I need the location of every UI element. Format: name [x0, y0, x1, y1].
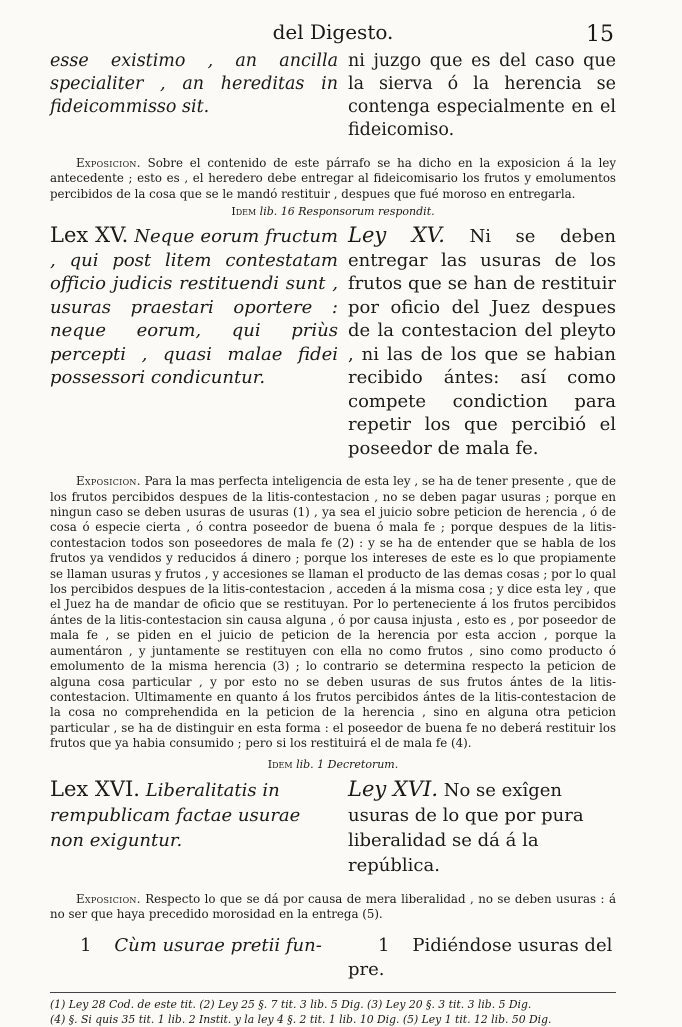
law-text-spanish: No se exîgen usuras de lo que por pura liberalidad se dá á la república.: [348, 779, 584, 876]
law-label-spanish: Ley XV.: [348, 223, 445, 248]
exposition-lead: Exposicion.: [76, 891, 141, 906]
page-number: 15: [586, 22, 614, 47]
continuation-block: [50, 50, 616, 142]
law-text-spanish: Ni se deben entregar las usuras de los frutos que se han de restituir por oficio del Juez despues de la contestacion del pleyto , ni las de los que se habian recibido ántes: así como compete condiction para repetir los que percibió el poseedor de mala fe.: [348, 226, 616, 459]
law-text-latin: Neque eorum fructum , qui post litem contestatam officio judicis restituendi sunt , usuras praestari oportere : neque eorum, qui priùs percepti , quasi malae fidei possessori condicuntur.: [50, 226, 338, 389]
citation-work: Responsorum respondit.: [298, 205, 435, 219]
page: [50, 20, 616, 1027]
exposition-lead: Exposicion.: [76, 156, 141, 170]
law-16: [50, 777, 616, 878]
law-label-spanish: Ley XVI.: [348, 776, 438, 801]
exposition-1: [50, 156, 616, 202]
citation-work: Decretorum.: [327, 757, 399, 771]
running-header: [50, 20, 616, 50]
law-label-latin: Lex XV.: [50, 223, 129, 248]
paragraph-number: 1: [80, 935, 92, 957]
spanish-law-15: [348, 224, 616, 460]
spanish-paragraph-1: [348, 934, 616, 982]
footnote-line: (1) Ley 28 Cod. de este tit. (2) Ley 25 §. 7 tit. 3 lib. 5 Dig. (3) Ley 20 §. 3 tit. 3 lib. 5 Dig.: [50, 998, 532, 1012]
latin-law-15: [50, 224, 338, 460]
footnote-line: (4) §. Si quis 35 tit. 1 lib. 2 Instit. y la ley 4 §. 2 tit. 1 lib. 10 Dig. (5) Ley 1 tit. 12 lib. 50 Dig.: [50, 1013, 552, 1027]
paragraph-number: 1: [378, 935, 390, 957]
law-15: [50, 224, 616, 460]
law-label-latin: Lex XVI.: [50, 776, 140, 801]
source-citation-1: [50, 205, 616, 218]
footnotes: [50, 997, 616, 1027]
spanish-law-16: [348, 777, 616, 878]
footnote-divider: [50, 992, 616, 993]
law-text-latin: Liberalitatis in rempublicam factae usurae non exiguntur.: [50, 779, 301, 851]
spanish-column: ni juzgo que es del caso que la sierva ó la herencia se contenga especialmente en el fideicomiso.: [348, 51, 616, 140]
citation-book: lib. 16: [259, 205, 295, 219]
citation-book: lib. 1: [296, 757, 325, 771]
exposition-lead: Exposicion.: [76, 474, 141, 489]
exposition-2: [50, 474, 616, 751]
exposition-text: Para la mas perfecta inteligencia de esta ley , se ha de tener presente , que de los frutos percibidos despues de la litis-contestacion , no se deben pagar usuras ; porque en ningun caso se deben usuras de usuras (1) , ya sea el juicio sobre peticion de herencia , ó de cosa ó especie cierta , ó contra poseedor de buena ó mala fe ; porque despues de la litis-contestacion todos son poseedores de mala fe (2) : y se ha de entender que se habla de los frutos ya vendidos y reducidos á dinero ; porque los intereses de este es lo que propiamente se llaman usuras y frutos , y accesiones se llaman el producto de las demas cosas ; por lo qual los percibidos despues de la litis-contestacion , acceden á la misma cosa ; y dice esta ley , que el Juez ha de mandar de oficio que se restituyan. Por lo perteneciente á los frutos percibidos ántes de la litis-contestacion sin causa alguna , ó por causa injusta , esto es , por poseedor de mala fe , se piden en el juicio de peticion de la herencia por esta accion , porque la aumentáron , y juntamente se restituyen con ella no como frutos , sino como producto ó emolumento de la misma herencia (3) ; lo contrario se determina respecto la peticion de alguna cosa particular , y por esto no se deben usuras de sus frutos ántes de la litis-contestacion. Ultimamente en quanto á los frutos percibidos ántes de la litis-contestacion de la cosa no comprehendida en la peticion de la herencia , sino en alguna otra peticion particular , se ha de distinguir en esta forma : el poseedor de buena fe no deberá restituir los frutos que ya habia consumido ; pero si los restituirá el de mala fe (4).: [50, 474, 616, 751]
exposition-text: Respecto lo que se dá por causa de mera liberalidad , no se deben usuras : á no ser que haya precedido morosidad en la entrega (5).: [50, 891, 616, 921]
latin-paragraph-1: [50, 934, 338, 982]
paragraph-text-spanish: Pidiéndose usuras del pre.: [348, 935, 613, 981]
latin-law-16: [50, 777, 338, 878]
citation-author: Idem: [231, 205, 257, 219]
latin-column: esse existimo , an ancilla specialiter , an hereditas in fideicommisso sit.: [50, 51, 338, 117]
exposition-text: Sobre el contenido de este párrafo se ha dicho en la exposicion á la ley antecedente ; esto es , el heredero debe entregar al fideicomisario los frutos y emolumentos percibidos de la cosa que se le mandó restituir , despues que fué moroso en entregarla.: [50, 156, 616, 201]
citation-author: Idem: [267, 757, 293, 771]
running-title: del Digesto.: [272, 20, 394, 44]
exposition-3: [50, 892, 616, 923]
source-citation-2: [50, 758, 616, 771]
paragraph-1: [50, 934, 616, 982]
paragraph-text-latin: Cùm usurae pretii fun-: [114, 935, 322, 957]
